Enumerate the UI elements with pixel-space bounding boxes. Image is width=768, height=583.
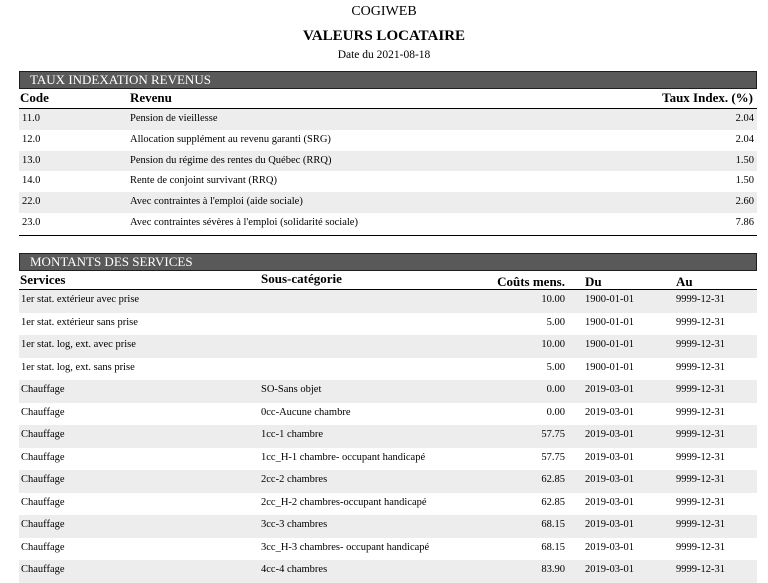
service-name: Chauffage (21, 541, 65, 553)
income-label: Pension de vieillesse (130, 113, 218, 124)
service-monthly-cost: 57.75 (541, 429, 565, 440)
service-name: Chauffage (21, 384, 65, 395)
column-header-monthly-cost: Coûts mens. (497, 274, 565, 289)
table-row (19, 448, 757, 471)
table-row (19, 380, 757, 403)
income-label: Rente de conjoint survivant (RRQ) (130, 175, 277, 187)
report-date: Date du 2021-08-18 (337, 49, 431, 61)
service-date-to: 9999-12-31 (676, 384, 725, 395)
column-header-from: Du (585, 274, 602, 289)
service-name: 1er stat. extérieur avec prise (21, 294, 140, 305)
table-row (19, 213, 757, 234)
column-header-to: Au (676, 274, 693, 289)
income-code: 14.0 (22, 175, 41, 187)
service-monthly-cost: 0.00 (546, 406, 565, 418)
company-name: COGIWEB (351, 4, 417, 19)
table-row (19, 358, 757, 381)
income-label: Allocation supplément au revenu garanti (SRG) (130, 133, 331, 145)
service-name: Chauffage (21, 451, 65, 463)
column-header-service: Services (20, 272, 66, 287)
income-rate: 1.50 (735, 154, 754, 166)
services-table-header (19, 271, 757, 290)
service-date-to: 9999-12-31 (676, 564, 725, 575)
column-header-income: Revenu (130, 90, 172, 105)
income-code: 13.0 (22, 154, 41, 166)
service-name: Chauffage (21, 429, 65, 440)
table-row (19, 313, 757, 336)
table-row (19, 151, 757, 172)
service-date-from: 2019-03-01 (585, 384, 634, 395)
service-monthly-cost: 83.90 (541, 564, 565, 575)
service-name: Chauffage (21, 564, 65, 575)
table-row (19, 290, 757, 313)
service-date-from: 2019-03-01 (585, 474, 634, 485)
service-monthly-cost: 68.15 (541, 519, 565, 530)
service-date-from: 2019-03-01 (585, 564, 634, 575)
service-subcategory: 3cc_H-3 chambres- occupant handicapé (261, 541, 430, 553)
table-row (19, 403, 757, 426)
service-name: Chauffage (21, 496, 65, 508)
income-label: Avec contraintes sévères à l'emploi (solidarité sociale) (130, 216, 358, 228)
service-monthly-cost: 62.85 (541, 474, 565, 485)
income-code: 23.0 (22, 216, 41, 228)
service-subcategory: 2cc_H-2 chambres-occupant handicapé (261, 496, 427, 508)
service-date-from: 1900-01-01 (585, 316, 634, 328)
table-row (19, 109, 757, 130)
column-header-code: Code (20, 90, 49, 105)
service-monthly-cost: 68.15 (541, 541, 565, 553)
service-subcategory: SO-Sans objet (261, 384, 322, 395)
section-header-service-amounts: MONTANTS DES SERVICES (19, 253, 757, 271)
service-monthly-cost: 57.75 (541, 451, 565, 463)
service-subcategory: 2cc-2 chambres (261, 474, 328, 485)
service-date-to: 9999-12-31 (676, 519, 725, 530)
table-bottom-rule (19, 235, 757, 236)
service-name: Chauffage (21, 474, 65, 485)
service-subcategory: 0cc-Aucune chambre (261, 406, 351, 418)
service-subcategory: 1cc-1 chambre (261, 429, 324, 440)
report-title: VALEURS LOCATAIRE (302, 28, 466, 44)
service-date-from: 1900-01-01 (585, 361, 634, 373)
service-date-to: 9999-12-31 (676, 429, 725, 440)
table-row (19, 171, 757, 192)
service-monthly-cost: 0.00 (546, 384, 565, 395)
table-row (19, 425, 757, 448)
service-monthly-cost: 5.00 (546, 316, 565, 328)
service-monthly-cost: 10.00 (541, 294, 565, 305)
service-date-to: 9999-12-31 (676, 451, 725, 463)
column-header-rate: Taux Index. (%) (662, 90, 753, 105)
service-date-to: 9999-12-31 (676, 541, 725, 553)
income-table-header (19, 89, 757, 109)
column-header-subcategory: Sous-catégorie (261, 271, 342, 286)
table-row (19, 130, 757, 151)
income-code: 11.0 (22, 113, 40, 124)
table-row (19, 515, 757, 538)
service-subcategory: 3cc-3 chambres (261, 519, 328, 530)
income-rate: 1.50 (735, 175, 754, 187)
service-name: Chauffage (21, 406, 65, 418)
service-name: 1er stat. log, ext. avec prise (21, 339, 136, 350)
service-monthly-cost: 5.00 (546, 361, 565, 373)
income-rate: 2.04 (735, 133, 754, 145)
section-header-income-indexation: TAUX INDEXATION REVENUS (19, 71, 757, 89)
table-row (19, 493, 757, 516)
service-date-from: 2019-03-01 (585, 496, 634, 508)
service-date-from: 2019-03-01 (585, 541, 634, 553)
service-name: 1er stat. log, ext. sans prise (21, 361, 135, 373)
service-date-to: 9999-12-31 (676, 406, 725, 418)
service-date-to: 9999-12-31 (676, 361, 725, 373)
income-rate: 7.86 (735, 216, 754, 228)
service-subcategory: 1cc_H-1 chambre- occupant handicapé (261, 451, 426, 463)
table-row (19, 470, 757, 493)
services-table-body (19, 290, 757, 583)
service-date-from: 2019-03-01 (585, 406, 634, 418)
service-date-to: 9999-12-31 (676, 339, 725, 350)
table-row (19, 538, 757, 561)
service-date-to: 9999-12-31 (676, 474, 725, 485)
service-date-from: 2019-03-01 (585, 451, 634, 463)
service-date-to: 9999-12-31 (676, 316, 725, 328)
service-date-to: 9999-12-31 (676, 496, 725, 508)
service-date-from: 1900-01-01 (585, 339, 634, 350)
income-code: 22.0 (22, 196, 41, 208)
service-name: 1er stat. extérieur sans prise (21, 316, 138, 328)
service-name: Chauffage (21, 519, 65, 530)
income-code: 12.0 (22, 133, 41, 145)
income-rate: 2.60 (735, 196, 754, 208)
table-row (19, 192, 757, 213)
table-row (19, 335, 757, 358)
service-date-from: 1900-01-01 (585, 294, 634, 305)
service-date-to: 9999-12-31 (676, 294, 725, 305)
service-subcategory: 4cc-4 chambres (261, 564, 328, 575)
service-date-from: 2019-03-01 (585, 519, 634, 530)
income-rate: 2.04 (735, 113, 754, 124)
service-date-from: 2019-03-01 (585, 429, 634, 440)
income-label: Pension du régime des rentes du Québec (RRQ) (130, 154, 332, 166)
income-label: Avec contraintes à l'emploi (aide sociale) (130, 196, 303, 208)
table-row (19, 560, 757, 583)
service-monthly-cost: 10.00 (541, 339, 565, 350)
service-monthly-cost: 62.85 (541, 496, 565, 508)
income-table-body (19, 109, 757, 234)
